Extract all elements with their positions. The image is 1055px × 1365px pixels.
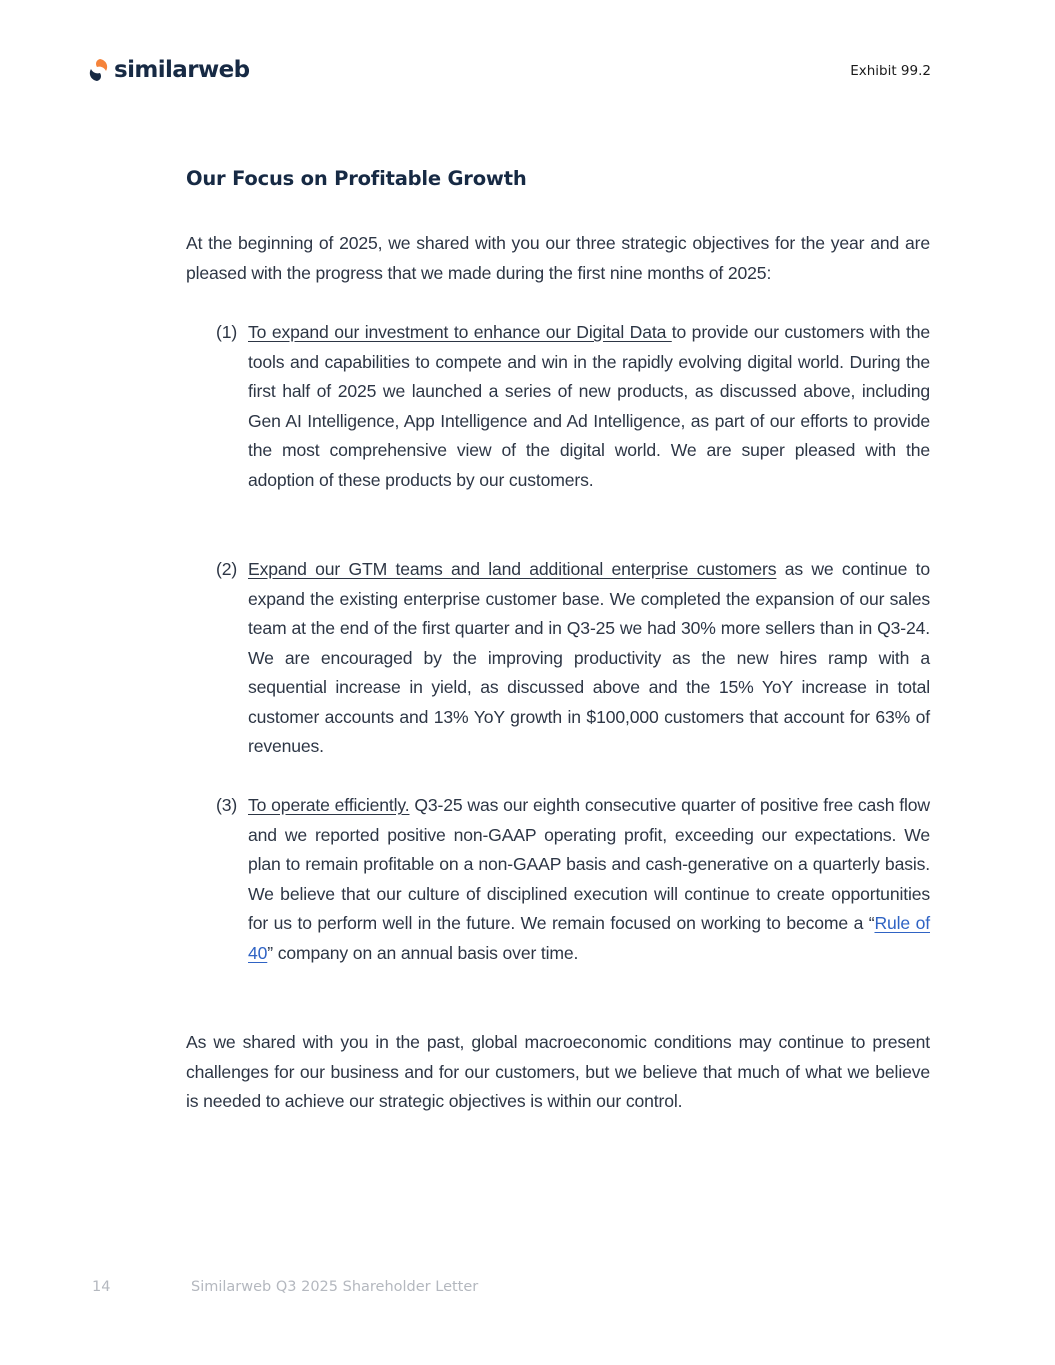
objective-number: (3) [216,795,238,815]
footer-document-title: Similarweb Q3 2025 Shareholder Letter [191,1279,479,1295]
similarweb-logo-icon [88,58,109,82]
objective-number: (2) [216,559,238,579]
objective-3 [186,791,930,968]
objective-body [248,791,930,968]
objective-body [248,555,930,762]
objective-number: (1) [216,322,238,342]
rule-of-40-link[interactable]: Rule of 40 [248,913,930,963]
exhibit-label: Exhibit 99.2 [850,63,931,79]
logo-wordmark: similarweb [114,56,250,83]
objective-text-after: ” company on an annual basis over time. [267,942,579,963]
objective-text: as we continue to expand the existing enterprise customer base. We completed the expansion of our sales team at the end of the first quarter and in Q3-25 we had 30% more sellers than in Q3-24. We are encouraged by the improving productivity as the new hires ramp with a sequential increase in yield, as discussed above and the 15% YoY increase in total customer accounts and 13% YoY growth in $100,000 customers that account for 63% of revenues. [248,559,930,756]
objective-2 [186,555,930,762]
objective-text: Q3-25 was our eighth consecutive quarter of positive free cash flow and we reported positive non-GAAP operating profit, exceeding our expectations. We plan to remain profitable on a non-GAAP basis and cash-generative on a quarterly basis. We believe that our culture of disciplined execution will continue to create opportunities for us to perform well in the future. We remain focused on working to become a “ [248,795,930,933]
page-number: 14 [92,1279,111,1295]
objective-heading: To operate efficiently. [248,795,410,815]
intro-paragraph: At the beginning of 2025, we shared with you our three strategic objectives for the year and are pleased with the progress that we made during the first nine months of 2025: [186,233,930,283]
objective-text: to provide our customers with the tools and capabilities to compete and win in the rapidly evolving digital world. During the first half of 2025 we launched a series of new products, as discussed above, including Gen AI Intelligence, App Intelligence and Ad Intelligence, as part of our efforts to provide the most comprehensive view of the digital world. We are super pleased with the adoption of these products by our customers. [248,322,930,490]
closing-paragraph: As we shared with you in the past, global macroeconomic conditions may continue to present challenges for our business and for our customers, but we believe that much of what we believe is needed to achieve our strategic objectives is within our control. [186,1032,930,1111]
objective-1 [186,318,930,495]
similarweb-logo [88,58,249,82]
page-title: Our Focus on Profitable Growth [186,167,527,190]
objective-heading: To expand our investment to enhance our Digital Data [248,322,672,342]
objective-heading: Expand our GTM teams and land additional enterprise customers [248,559,777,579]
objective-body [248,318,930,495]
